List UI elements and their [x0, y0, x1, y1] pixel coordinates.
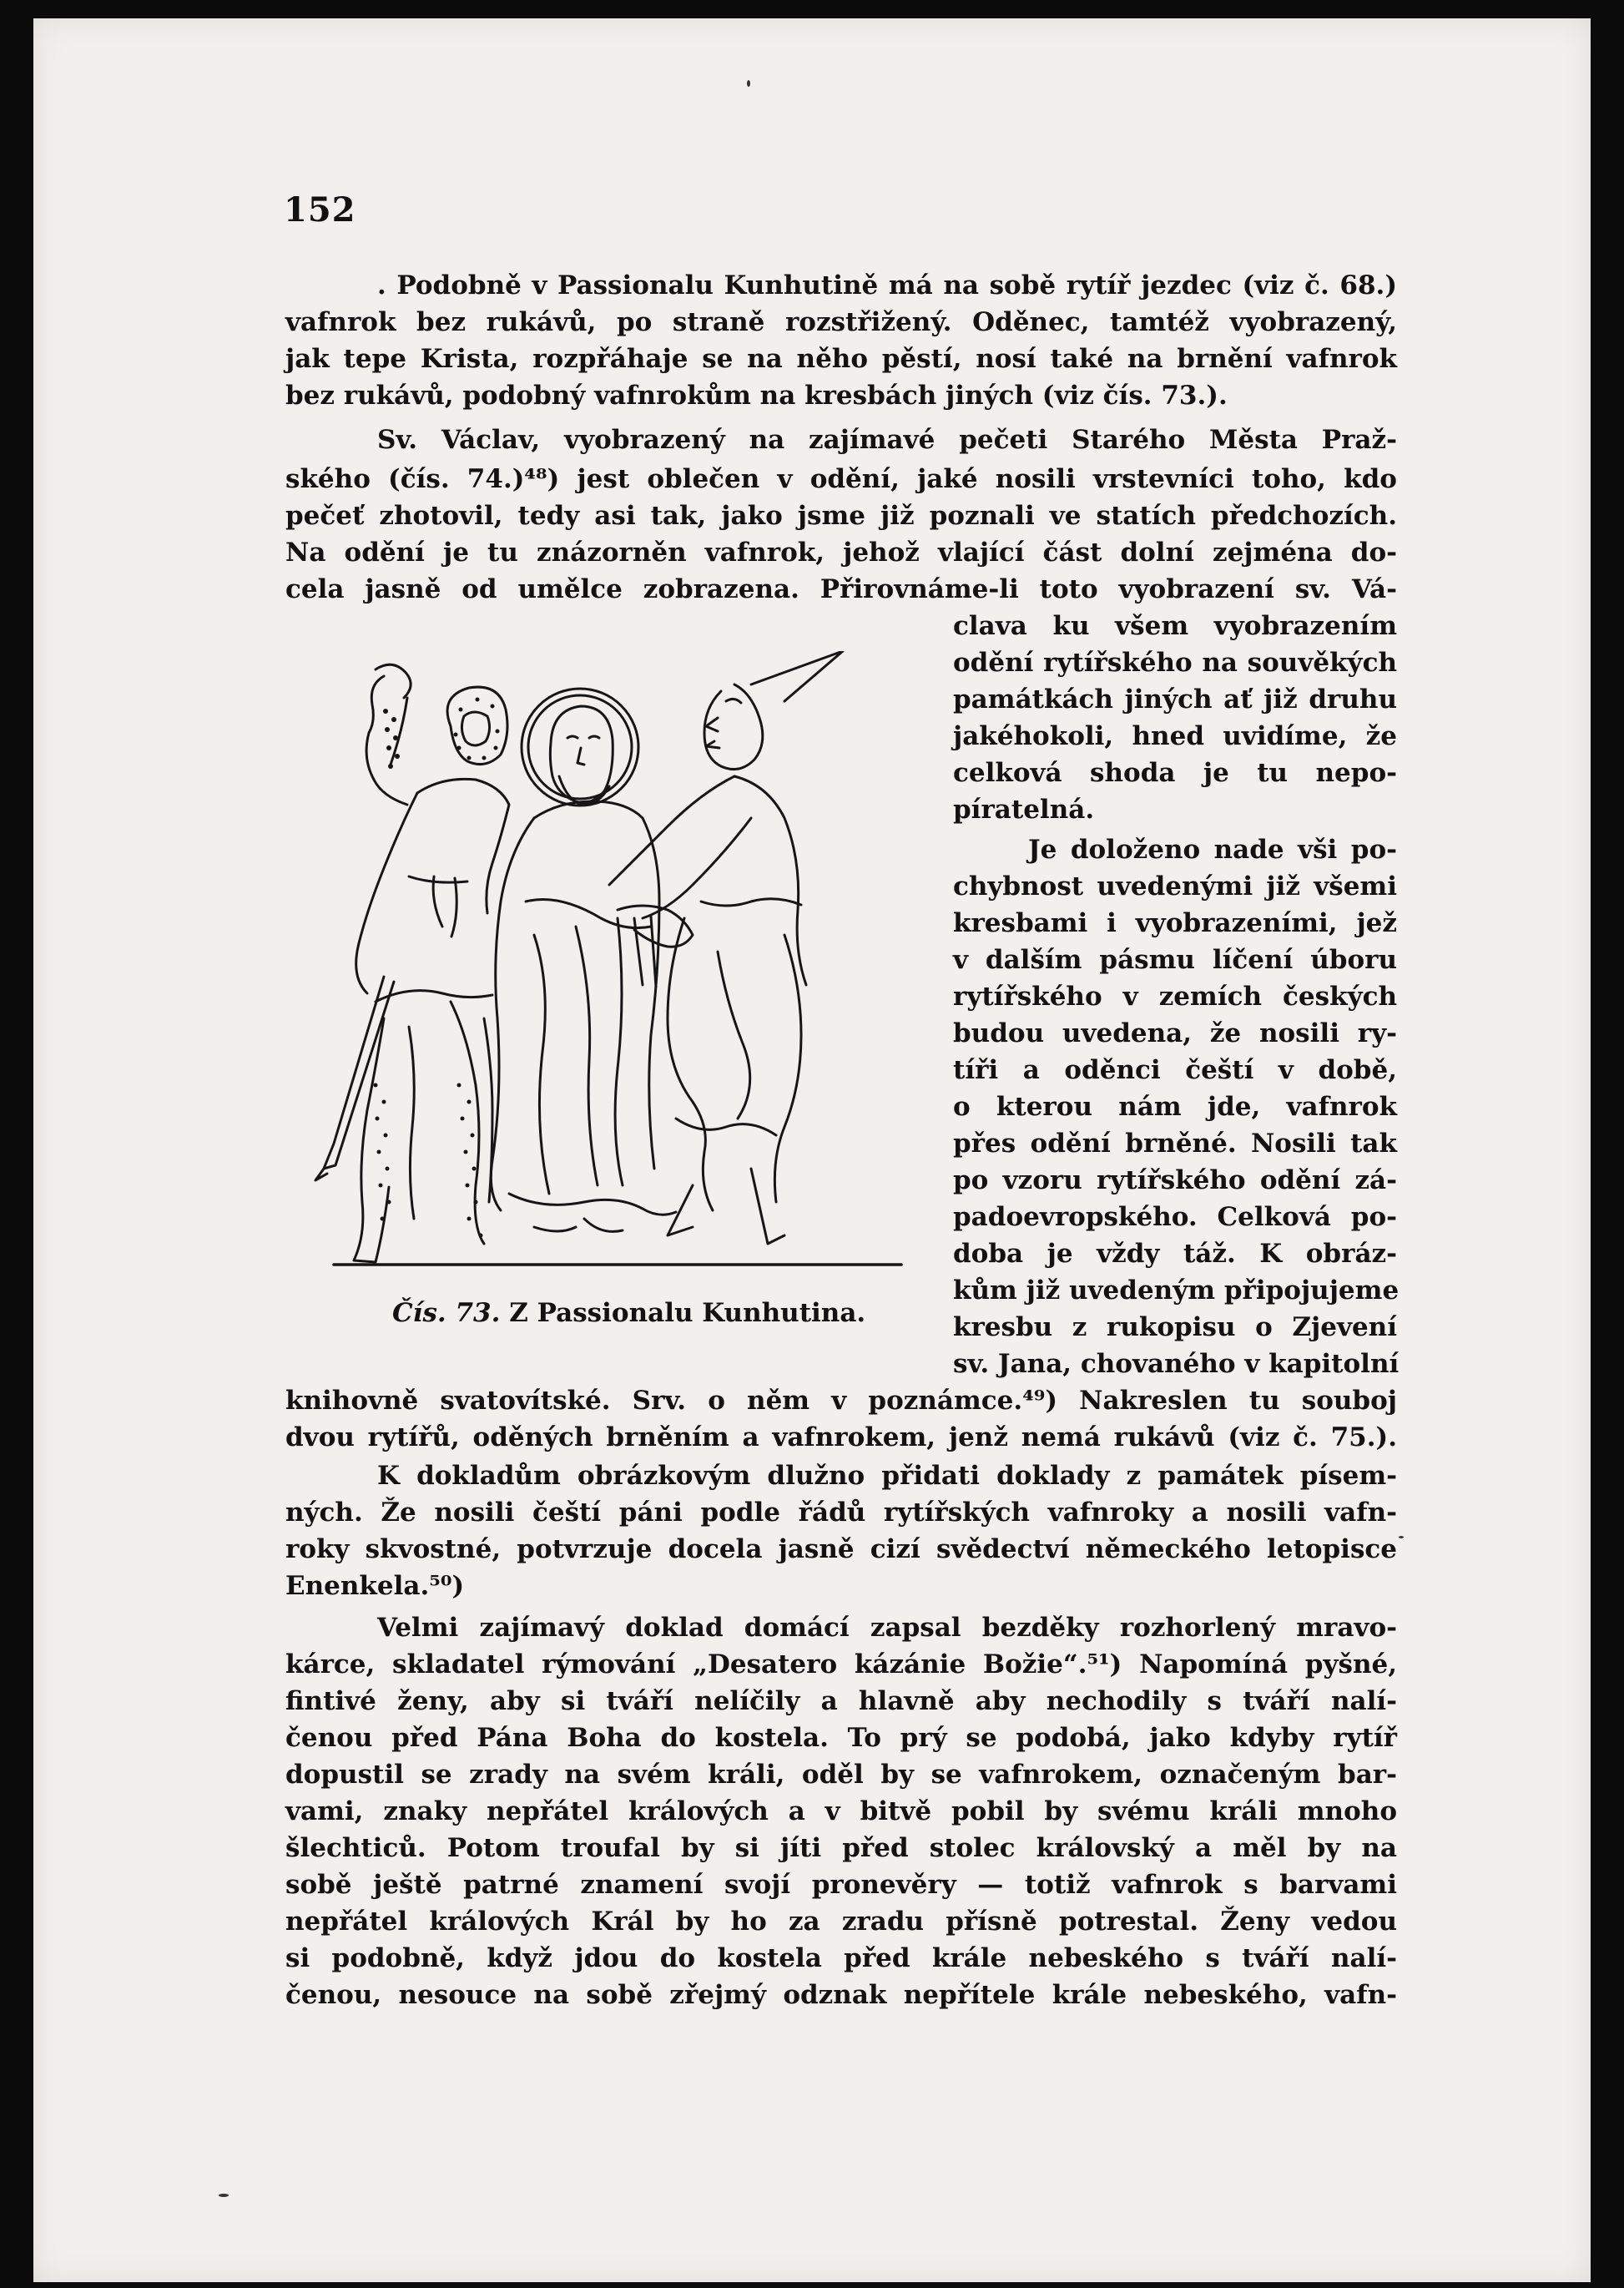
text-line: nepřátel králových Král by ho za zradu přísně potrestal. Ženy vedou — [285, 1907, 1397, 1937]
text-line: vafnrok bez rukávů, po straně rozstřižený. Oděnec, tamtéž vyobrazený, — [285, 307, 1397, 337]
text-line: píratelná. — [953, 795, 1095, 825]
text-line: čenou, nesouce na sobě zřejmý odznak nepřítele krále nebeského, vafn- — [285, 1980, 1397, 2010]
text-line: Enenkela.⁵⁰) — [285, 1571, 465, 1601]
text-line: bez rukávů, podobný vafnrokům na kresbách jiných (viz čís. 73.). — [285, 381, 1228, 411]
text-line: ných. Že nosili čeští páni podle řádů rytířských vafnroky a nosili vafn- — [285, 1498, 1397, 1528]
text-line: celková shoda je tu nepo- — [953, 758, 1397, 788]
text-line: tíři a oděnci čeští v době, — [953, 1055, 1397, 1085]
page-number: 152 — [284, 190, 356, 230]
text-line: kresbami i vyobrazeními, jež — [953, 908, 1397, 938]
passional-drawing — [284, 651, 918, 1269]
scan-speck — [747, 80, 750, 87]
scan-speck — [1399, 1536, 1404, 1538]
figure-caption-text: Z Passionalu Kunhutina. — [509, 1298, 866, 1328]
figure-passional-illustration — [284, 651, 918, 1269]
text-line: pečeť zhotovil, tedy asi tak, jako jsme již poznali ve statích předchozích. — [285, 501, 1397, 531]
text-line: dvou rytířů, oděných brněním a vafnrokem, jenž nemá rukávů (viz č. 75.). — [285, 1422, 1397, 1452]
text-line: cela jasně od umělce zobrazena. Přirovnáme-li toto vyobrazení sv. Vá- — [285, 574, 1397, 604]
text-line: dopustil se zrady na svém králi, oděl by se vafnrokem, označeným bar- — [285, 1760, 1397, 1790]
text-line: kresbu z rukopisu o Zjevení — [953, 1312, 1397, 1342]
text-line: padoevropského. Celková po- — [953, 1202, 1397, 1232]
text-line: o kterou nám jde, vafnrok — [953, 1092, 1397, 1122]
text-line: K dokladům obrázkovým dlužno přidati doklady z památek písem- — [377, 1461, 1397, 1491]
text-line: šlechticů. Potom troufal by si jíti před stolec královský a měl by na — [285, 1833, 1397, 1863]
figure-caption — [392, 1298, 865, 1328]
text-line: přes odění brněné. Nosili tak — [953, 1129, 1397, 1159]
text-line: roky skvostné, potvrzuje docela jasně cizí svědectví německého letopisce — [285, 1534, 1397, 1564]
text-line: sv. Jana, chovaného v kapitolní — [953, 1349, 1400, 1379]
text-line: Velmi zajímavý doklad domácí zapsal bezděky rozhorlený mravo- — [377, 1613, 1397, 1643]
text-line: budou uvedena, že nosili ry- — [953, 1018, 1397, 1048]
text-line: odění rytířského na souvěkých — [953, 648, 1397, 678]
text-line: Sv. Václav, vyobrazený na zajímavé pečeti Starého Města Praž- — [377, 425, 1397, 455]
text-line: rytířského v zemích českých — [953, 982, 1397, 1012]
text-line: kárce, skladatel rýmování „Desatero kázánie Božie“.⁵¹) Napomíná pyšné, — [285, 1649, 1397, 1679]
text-line: si podobně, když jdou do kostela před krále nebeského s tváří nalí- — [285, 1943, 1397, 1973]
text-line: jakéhokoli, hned uvidíme, že — [953, 721, 1397, 751]
text-line: chybnost uvedenými již všemi — [953, 871, 1397, 902]
text-line: clava ku všem vyobrazením — [953, 611, 1397, 641]
text-line: vami, znaky nepřátel králových a v bitvě pobil by svému králi mnoho — [285, 1796, 1397, 1826]
text-line: fintivé ženy, aby si tváří nelíčily a hlavně aby nechodily s tváří nalí- — [285, 1686, 1397, 1716]
text-line: Je doloženo nade vši po- — [1028, 835, 1397, 865]
text-line: Na odění je tu znázorněn vafnrok, jehož vlající část dolní zejména do- — [285, 538, 1397, 568]
text-line: kům již uvedeným připojujeme — [953, 1275, 1400, 1306]
text-line: . Podobně v Passionalu Kunhutině má na sobě rytíř jezdec (viz č. 68.) — [377, 270, 1397, 301]
text-line: památkách jiných ať již druhu — [953, 684, 1397, 715]
figure-caption-number: Čís. 73. — [392, 1298, 501, 1328]
text-line: jak tepe Krista, rozpřáhaje se na něho pěstí, nosí také na brnění vafnrok — [285, 344, 1397, 374]
text-line: ského (čís. 74.)⁴⁸) jest oblečen v odění, jaké nosili vrstevníci toho, kdo — [285, 464, 1397, 494]
text-line: čenou před Pána Boha do kostela. To prý se podobá, jako kdyby rytíř — [285, 1723, 1397, 1753]
scan-speck — [219, 2194, 229, 2197]
text-line: v dalším pásmu líčení úboru — [953, 945, 1397, 975]
scan-border — [1591, 0, 1624, 2288]
text-line: knihovně svatovítské. Srv. o něm v poznámce.⁴⁹) Nakreslen tu souboj — [285, 1386, 1397, 1416]
text-line: po vzoru rytířského odění zá- — [953, 1165, 1397, 1195]
text-line: sobě ještě patrné znamení svojí pronevěry — totiž vafnrok s barvami — [285, 1870, 1397, 1900]
text-line: doba je vždy táž. K obráz- — [953, 1239, 1397, 1269]
